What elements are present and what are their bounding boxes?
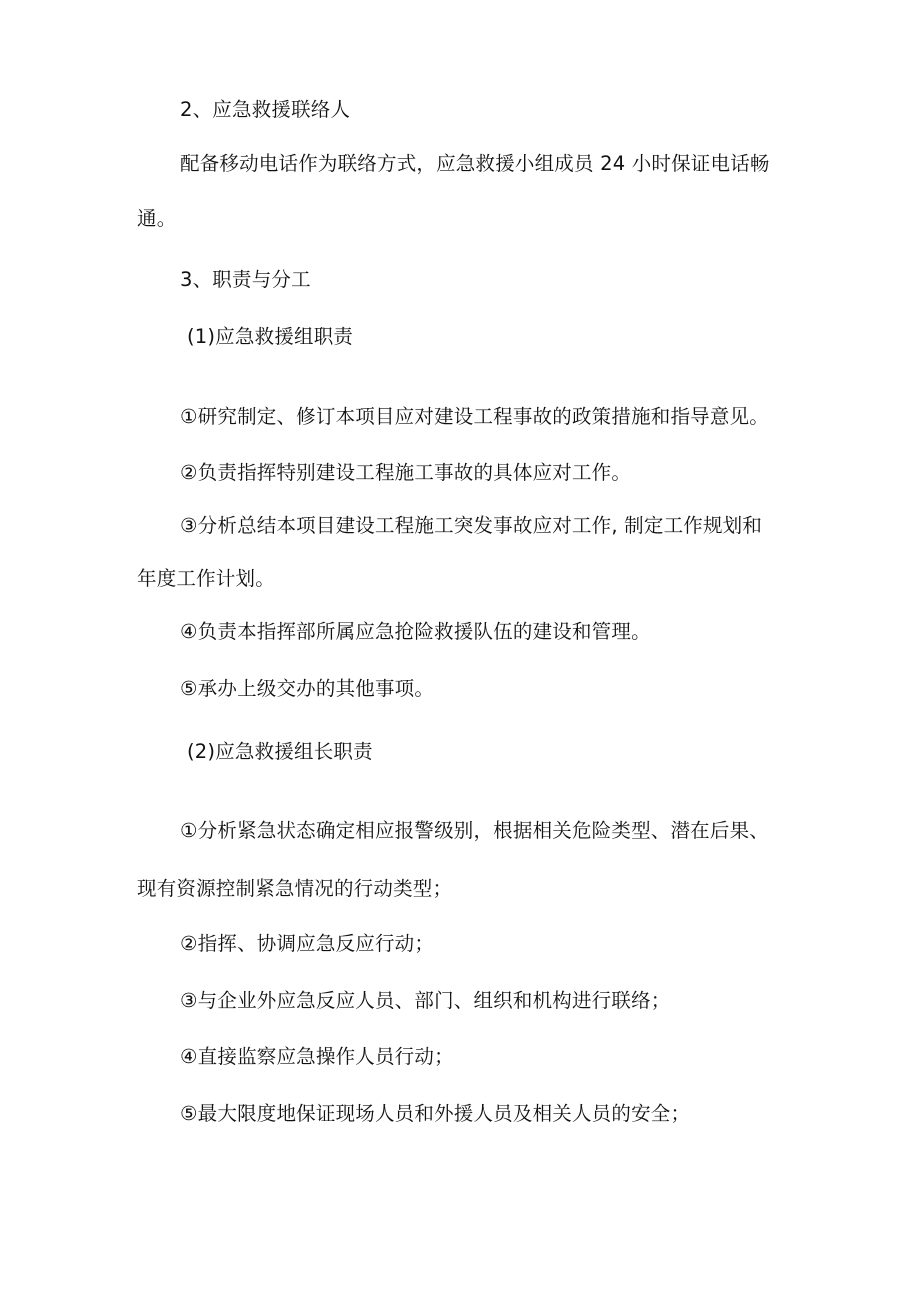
section-heading-contact: 2、应急救援联络人 (180, 98, 351, 121)
subsection-heading-group: (1)应急救援组职责 (187, 325, 354, 348)
leader-duty-item: ②指挥、协调应急反应行动； (180, 932, 435, 955)
section-heading-duties: 3、职责与分工 (180, 268, 311, 291)
group-duty-item: 年度工作计划。 (137, 567, 275, 590)
group-duty-item: ④负责本指挥部所属应急抢险救援队伍的建设和管理。 (180, 620, 651, 643)
group-duty-item: ②负责指挥特别建设工程施工事故的具体应对工作。 (180, 461, 632, 484)
group-duty-item: ①研究制定、修订本项目应对建设工程事故的政策措施和指导意见。 (180, 405, 769, 428)
group-duty-item: ③分析总结本项目建设工程施工突发事故应对工作, 制定工作规划和 (180, 514, 763, 537)
leader-duty-item: 现有资源控制紧急情况的行动类型； (137, 877, 453, 900)
contact-paragraph-line: 配备移动电话作为联络方式，应急救援小组成员 24 小时保证电话畅 (180, 152, 770, 175)
contact-paragraph-line: 通。 (137, 207, 177, 230)
leader-duty-item: ①分析紧急状态确定相应报警级别，根据相关危险类型、潜在后果、 (180, 819, 769, 842)
leader-duty-item: ④直接监察应急操作人员行动； (180, 1045, 454, 1068)
leader-duty-item: ③与企业外应急反应人员、部门、组织和机构进行联络； (180, 989, 671, 1012)
leader-duty-item: ⑤最大限度地保证现场人员和外援人员及相关人员的安全； (180, 1102, 691, 1125)
subsection-heading-leader: (2)应急救援组长职责 (187, 740, 373, 763)
group-duty-item: ⑤承办上级交办的其他事项。 (180, 677, 435, 700)
